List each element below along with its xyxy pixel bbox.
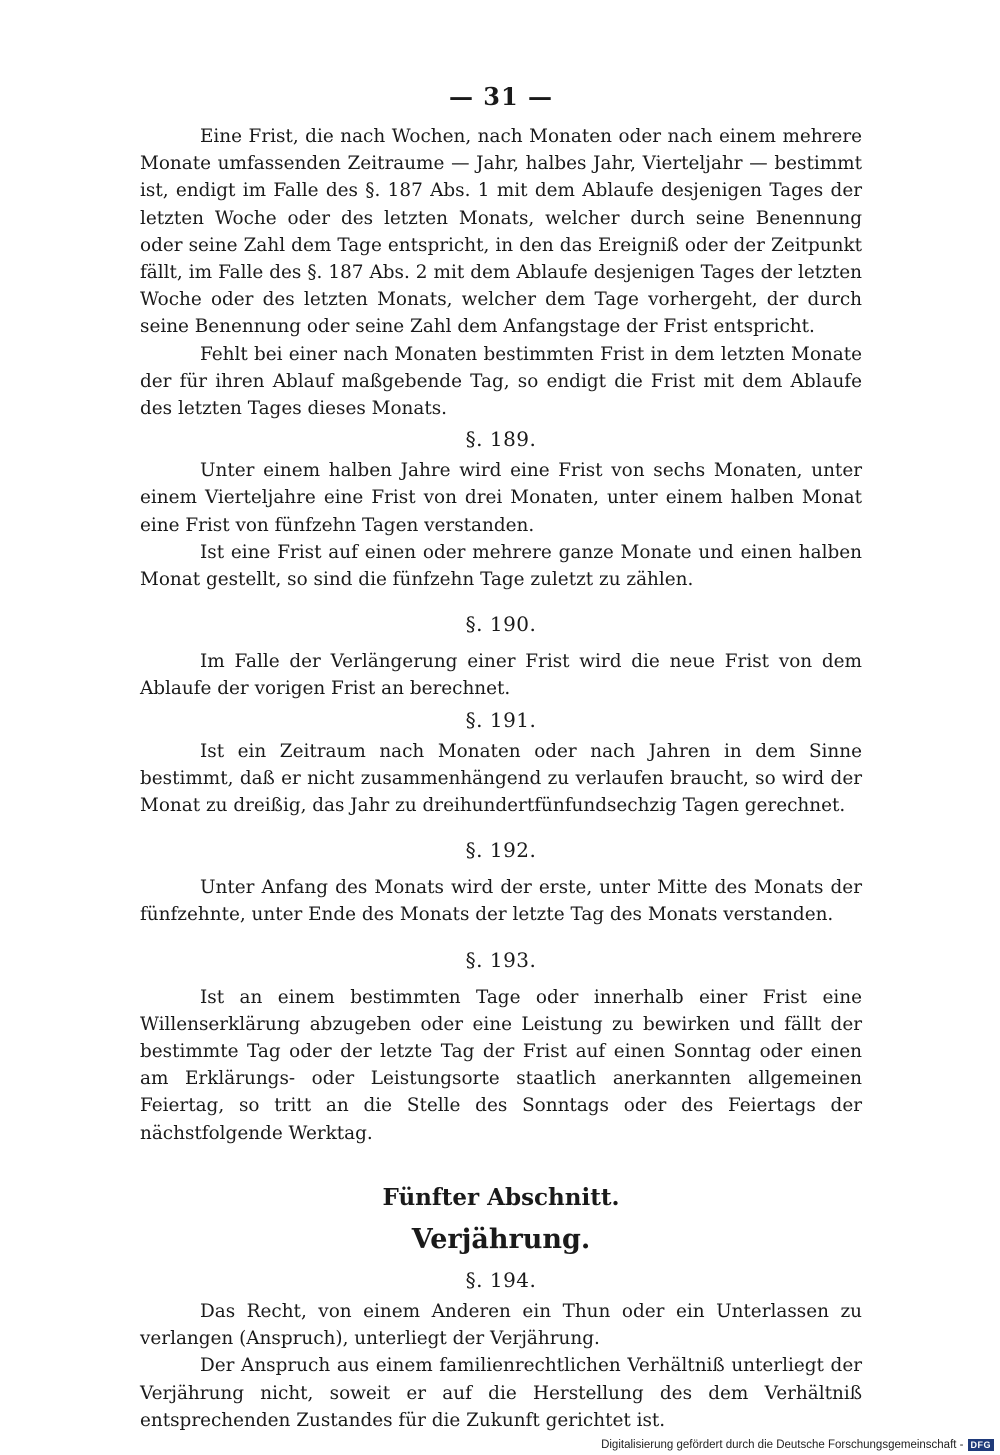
section-heading-189: §. 189.	[465, 427, 537, 452]
footer-text: Digitalisierung gefördert durch die Deutsche Forschungsgemeinschaft -	[601, 1439, 964, 1451]
section-heading-194: §. 194.	[465, 1267, 537, 1292]
section-heading-192: §. 192.	[465, 838, 537, 863]
section-heading-193: §. 193.	[465, 947, 537, 972]
section-heading-190: §. 190.	[465, 612, 537, 637]
paragraph: Im Falle der Verlängerung einer Frist wird die neue Frist von dem Ablaufe der vorigen Frist an berechnet.	[140, 651, 862, 700]
paragraph: Ist eine Frist auf einen oder mehrere ganze Monate und einen halben Monat gestellt, so sind die fünfzehn Tage zuletzt zu zählen.	[140, 541, 862, 591]
paragraph: Eine Frist, die nach Wochen, nach Monaten oder nach einem mehrere Monate umfassenden Zeitraume — Jahr, halbes Jahr, Vierteljahr — bestimmt ist, endigt im Falle des §. 187 Abs. 1 mit dem Ablaufe desjenigen Tages der letzten Woche oder des letzten Monats, welcher durch seine Benennung oder seine Zahl dem Tage entspricht, in den das Ereigniß oder der Zeitpunkt fällt, im Falle des §. 187 Abs. 2 mit dem Ablaufe desjenigen Tages der letzten Woche oder des letzten Monats, welcher dem Tage vorhergeht, der durch seine Benennung oder seine Zahl dem Anfangstage der Frist entspricht.	[140, 126, 862, 338]
paragraph: Ist ein Zeitraum nach Monaten oder nach Jahren in dem Sinne bestimmt, daß er nicht zusammenhängend zu verlaufen braucht, so wird der Monat zu dreißig, das Jahr zu dreihundertfünfundsechzig Tagen gerechnet.	[140, 740, 862, 817]
chapter-subtitle: Verjährung.	[411, 1223, 591, 1255]
paragraph: Fehlt bei einer nach Monaten bestimmten Frist in dem letzten Monate der für ihren Ablauf maßgebende Tag, so endigt die Frist mit dem Ablaufe des letzten Tages dieses Monats.	[140, 343, 862, 420]
paragraph: Das Recht, von einem Anderen ein Thun oder ein Unterlassen zu verlangen (Anspruch), unterliegt der Verjährung.	[140, 1300, 862, 1350]
page-number: — 31 —	[448, 82, 554, 111]
paragraph: Der Anspruch aus einem familienrechtlichen Verhältniß unterliegt der Verjährung nicht, soweit er auf die Herstellung des dem Verhältniß entsprechenden Zustandes für die Zukunft gerichtet ist.	[140, 1355, 862, 1431]
section-heading-191: §. 191.	[465, 707, 537, 732]
document-page	[140, 82, 862, 1434]
digitization-footer	[601, 1439, 994, 1451]
paragraph: Ist an einem bestimmten Tage oder innerhalb einer Frist eine Willenserklärung abzugeben oder eine Leistung zu bewirken und fällt der bestimmte Tag oder der letzte Tag der Frist auf einen Sonntag oder einen am Erklärungs- oder Leistungsorte staatlich anerkannten allgemeinen Feiertag, so tritt an die Stelle des Sonntags oder des Feiertags der nächstfolgende Werktag.	[140, 986, 862, 1144]
paragraph: Unter einem halben Jahre wird eine Frist von sechs Monaten, unter einem Vierteljahre eine Frist von drei Monaten, unter einem halben Monat eine Frist von fünfzehn Tagen verstanden.	[140, 460, 862, 536]
dfg-logo: DFG	[968, 1439, 995, 1451]
chapter-title: Fünfter Abschnitt.	[382, 1183, 620, 1211]
paragraph: Unter Anfang des Monats wird der erste, unter Mitte des Monats der fünfzehnte, unter Ende des Monats der letzte Tag des Monats verstanden.	[140, 877, 862, 926]
